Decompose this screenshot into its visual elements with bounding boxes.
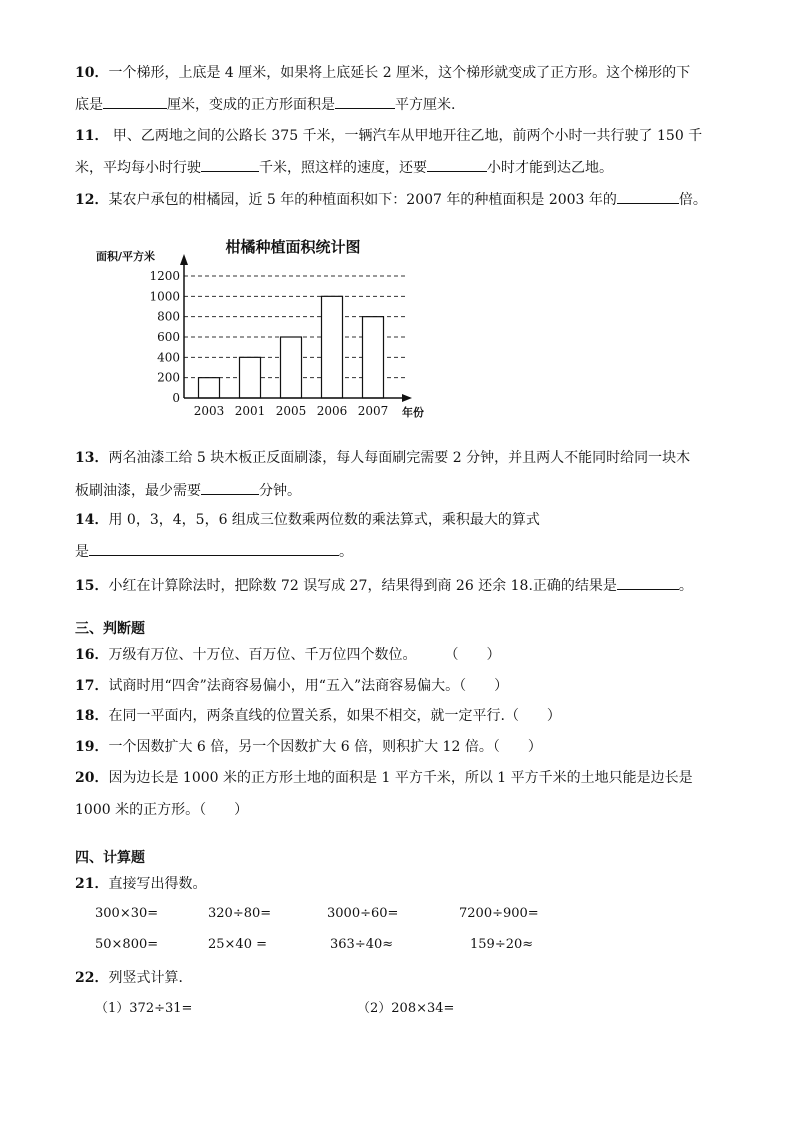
y-axis-arrow [180, 254, 188, 265]
question-number: 18． [75, 708, 109, 724]
bar-chart [88, 232, 438, 422]
answer-parens[interactable]: （ ） [504, 708, 561, 724]
question-14 [75, 510, 540, 530]
answer-blank[interactable] [89, 540, 339, 556]
question-text: 万级有万位、十万位、百万位、千万位四个数位。 [108, 647, 417, 663]
chart-x-ticks [194, 404, 389, 418]
question-number: 21． [75, 876, 109, 892]
question-18 [75, 706, 561, 726]
calc-item: 320÷80= [208, 906, 272, 921]
chart-bars [199, 296, 384, 398]
calc-item: 300×30= [95, 906, 159, 921]
question-11-line2 [75, 156, 613, 178]
question-number: 14． [75, 512, 109, 528]
question-15 [75, 574, 693, 596]
vertical-calc-item: （1）372÷31= [95, 1001, 193, 1016]
question-12 [75, 188, 707, 210]
question-text: 千米，照这样的速度，还要 [259, 160, 427, 176]
question-text: 分钟。 [259, 483, 301, 499]
question-number: 16． [75, 647, 109, 663]
question-text: 是 [75, 544, 89, 560]
question-number: 17． [75, 678, 109, 694]
question-text: 直接写出得数。 [108, 876, 207, 892]
y-tick-label: 800 [157, 309, 180, 324]
y-tick-label: 0 [172, 391, 180, 405]
answer-blank[interactable] [201, 479, 259, 495]
answer-blank[interactable] [617, 574, 679, 590]
question-number: 12． [75, 192, 109, 208]
question-10-line2 [75, 93, 455, 115]
question-text: 倍。 [678, 192, 707, 208]
question-13-line2 [75, 479, 301, 501]
answer-blank[interactable] [201, 156, 259, 172]
question-16 [75, 645, 500, 665]
section-heading-calc: 四、计算题 [75, 850, 145, 866]
chart-x-label: 年份 [402, 406, 424, 419]
x-tick-label: 2006 [316, 404, 348, 418]
question-20-line2: 1000 米的正方形。（ ） [75, 802, 249, 818]
question-text: 板刷油漆，最少需要 [75, 483, 201, 499]
question-text: 两名油漆工给 5 块木板正反面刷漆，每人每面刷完需要 2 分钟，并且两人不能同时给同一块木 [108, 450, 691, 466]
calc-item: 7200÷900= [459, 906, 539, 921]
question-text: 一个因数扩大 6 倍，另一个因数扩大 6 倍，则积扩大 12 倍。 [108, 739, 493, 755]
bar-2005 [281, 337, 302, 398]
question-number: 13． [75, 450, 109, 466]
chart-y-label: 面积/平方米 [96, 250, 156, 263]
question-text: 试商时用“四舍”法商容易偏小，用“五入”法商容易偏大。 [108, 678, 460, 694]
bar-2006 [322, 296, 343, 398]
answer-parens[interactable]: （ ） [492, 739, 542, 755]
question-number: 22． [75, 970, 109, 986]
question-number: 10． [75, 65, 109, 81]
question-13 [75, 448, 690, 468]
bar-2007 [363, 317, 384, 398]
question-number: 19． [75, 739, 109, 755]
question-text: 用 0，3，4，5，6 组成三位数乘两位数的乘法算式，乘积最大的算式 [108, 512, 540, 528]
question-text: 小时才能到达乙地。 [487, 160, 613, 176]
x-axis-arrow [402, 394, 412, 402]
question-text: 米，平均每小时行驶 [75, 160, 201, 176]
calc-item: 50×800= [95, 937, 159, 952]
bar-2001 [240, 357, 261, 398]
x-tick-label: 2001 [234, 404, 266, 418]
y-tick-label: 400 [157, 350, 180, 365]
question-text: 甲、乙两地之间的公路长 375 千米，一辆汽车从甲地开往乙地，前两个小时一共行驶了 150 千 [108, 128, 703, 144]
question-22 [75, 968, 192, 988]
question-19 [75, 737, 542, 757]
question-text: 小红在计算除法时，把除数 72 误写成 27，结果得到商 26 还余 18.正确的结果是 [108, 578, 617, 594]
vertical-calc-item: （2）208×34= [357, 1001, 455, 1016]
question-21 [75, 874, 206, 894]
answer-parens[interactable]: （ ） [459, 678, 509, 694]
question-number: 20． [75, 770, 109, 786]
question-14-line2 [75, 540, 353, 562]
y-tick-label: 200 [157, 370, 180, 385]
calc-item: 3000÷60= [327, 906, 399, 921]
calc-item: 25×40 = [208, 937, 268, 952]
question-text: 在同一平面内，两条直线的位置关系，如果不相交，就一定平行. [108, 708, 505, 724]
question-text: 。 [678, 578, 693, 594]
calc-item: 159÷20≈ [470, 937, 534, 952]
question-text: 一个梯形，上底是 4 厘米，如果将上底延长 2 厘米，这个梯形就变成了正方形。这个梯形的下 [108, 65, 691, 81]
bar-2003 [199, 378, 220, 398]
answer-parens[interactable]: （ ） [444, 647, 501, 663]
chart-y-ticks [149, 269, 180, 405]
question-text: 底是 [75, 97, 103, 113]
answer-blank[interactable] [103, 93, 167, 109]
answer-blank[interactable] [335, 93, 395, 109]
x-tick-label: 2007 [357, 404, 389, 418]
y-tick-label: 600 [157, 330, 180, 344]
question-17 [75, 676, 508, 696]
question-text: 。 [339, 544, 353, 560]
question-text: 厘米，变成的正方形面积是 [167, 97, 335, 113]
section-heading-judge: 三、判断题 [75, 621, 145, 637]
x-tick-label: 2005 [275, 404, 307, 418]
question-text: 列竖式计算． [108, 970, 193, 986]
answer-blank[interactable] [427, 156, 487, 172]
question-number: 15． [75, 578, 109, 594]
question-20 [75, 768, 693, 788]
question-text: 因为边长是 1000 米的正方形土地的面积是 1 平方千米，所以 1 平方千米的土地只能是边长是 [108, 770, 693, 786]
question-11 [75, 126, 702, 146]
question-10 [75, 63, 690, 83]
question-text: 某农户承包的柑橘园，近 5 年的种植面积如下：2007 年的种植面积是 2003 年的 [108, 192, 617, 208]
question-number: 11． [75, 128, 109, 144]
calc-item: 363÷40≈ [330, 937, 394, 952]
x-tick-label: 2003 [193, 404, 225, 418]
y-tick-label: 1200 [149, 269, 180, 283]
chart-title: 柑橘种植面积统计图 [225, 238, 361, 256]
answer-blank[interactable] [617, 188, 679, 204]
y-tick-label: 1000 [149, 289, 180, 304]
question-text: 平方厘米. [395, 97, 456, 113]
